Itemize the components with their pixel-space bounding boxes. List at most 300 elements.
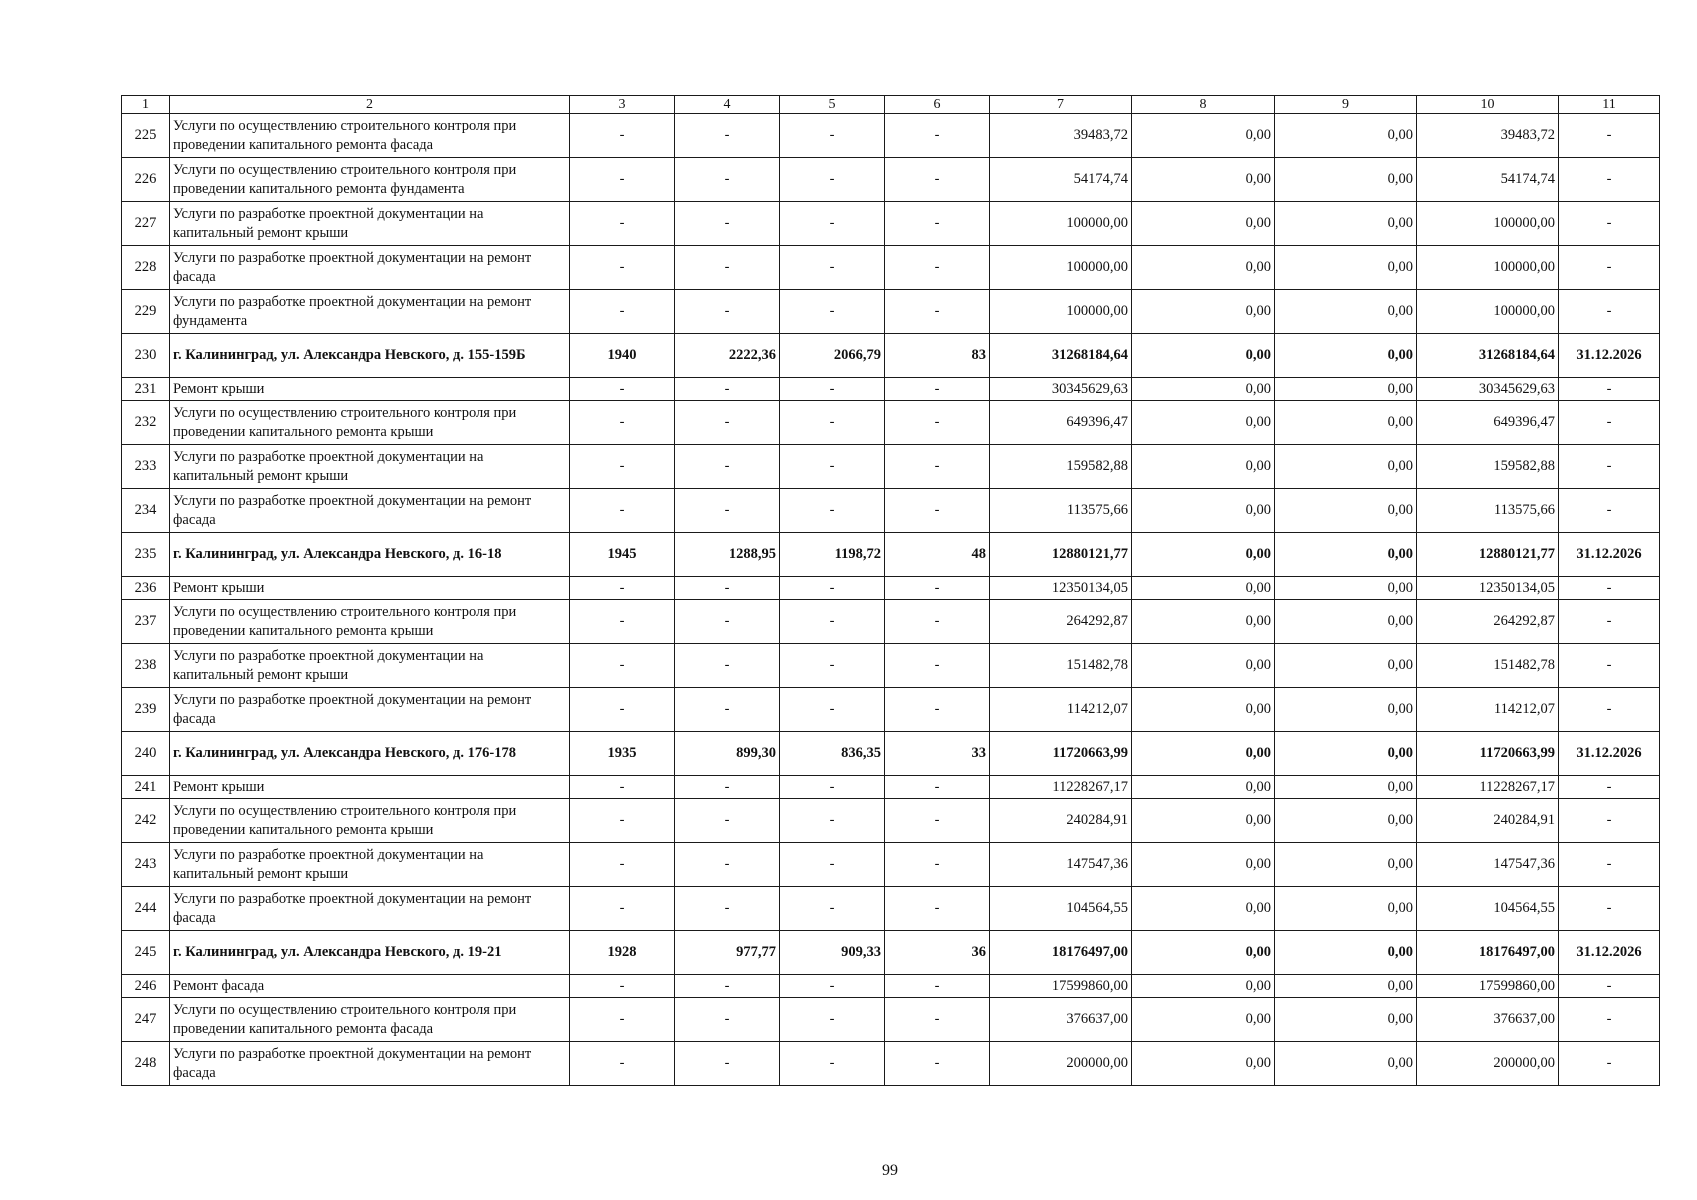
residential-area: -	[780, 246, 885, 290]
build-year: -	[570, 998, 675, 1042]
build-year: -	[570, 202, 675, 246]
build-year: -	[570, 843, 675, 887]
funding-col-10: 17599860,00	[1417, 975, 1559, 998]
residential-area: -	[780, 489, 885, 533]
build-year: -	[570, 246, 675, 290]
work-item-row	[122, 1042, 1660, 1086]
residents-count: -	[885, 600, 990, 644]
residential-area: -	[780, 1042, 885, 1086]
build-year: -	[570, 445, 675, 489]
residential-area: -	[780, 975, 885, 998]
funding-col-8: 0,00	[1132, 732, 1275, 776]
total-area: 1288,95	[675, 533, 780, 577]
completion-date: 31.12.2026	[1559, 533, 1660, 577]
completion-date: -	[1559, 202, 1660, 246]
build-year: -	[570, 1042, 675, 1086]
total-cost: 11720663,99	[990, 732, 1132, 776]
completion-date: -	[1559, 975, 1660, 998]
total-cost: 264292,87	[990, 600, 1132, 644]
funding-col-8: 0,00	[1132, 445, 1275, 489]
completion-date: -	[1559, 644, 1660, 688]
work-description: г. Калининград, ул. Александра Невского, д. 176-178	[170, 732, 570, 776]
total-area: -	[675, 843, 780, 887]
funding-col-10: 100000,00	[1417, 290, 1559, 334]
work-item-row	[122, 401, 1660, 445]
funding-col-9: 0,00	[1275, 732, 1417, 776]
residents-count: -	[885, 799, 990, 843]
total-area: -	[675, 600, 780, 644]
funding-col-10: 12350134,05	[1417, 577, 1559, 600]
total-cost: 147547,36	[990, 843, 1132, 887]
total-cost: 31268184,64	[990, 334, 1132, 378]
total-area: -	[675, 202, 780, 246]
total-area: -	[675, 489, 780, 533]
total-area: -	[675, 290, 780, 334]
funding-col-8: 0,00	[1132, 202, 1275, 246]
total-cost: 100000,00	[990, 246, 1132, 290]
total-area: -	[675, 114, 780, 158]
work-item-row	[122, 290, 1660, 334]
row-number: 240	[122, 732, 170, 776]
residential-area: -	[780, 688, 885, 732]
residents-count: -	[885, 688, 990, 732]
build-year: 1935	[570, 732, 675, 776]
build-year: -	[570, 489, 675, 533]
funding-col-10: 39483,72	[1417, 114, 1559, 158]
funding-col-10: 104564,55	[1417, 887, 1559, 931]
residents-count: -	[885, 202, 990, 246]
funding-col-9: 0,00	[1275, 998, 1417, 1042]
work-description: Ремонт крыши	[170, 577, 570, 600]
work-description: Услуги по разработке проектной документации на ремонт фасада	[170, 246, 570, 290]
funding-col-9: 0,00	[1275, 577, 1417, 600]
row-number: 237	[122, 600, 170, 644]
address-row	[122, 533, 1660, 577]
column-number: 11	[1559, 96, 1660, 114]
work-item-row	[122, 246, 1660, 290]
build-year: -	[570, 401, 675, 445]
total-cost: 240284,91	[990, 799, 1132, 843]
residents-count: 33	[885, 732, 990, 776]
residential-area: 909,33	[780, 931, 885, 975]
funding-col-8: 0,00	[1132, 600, 1275, 644]
residential-area: -	[780, 290, 885, 334]
completion-date: -	[1559, 887, 1660, 931]
residents-count: 83	[885, 334, 990, 378]
work-item-row	[122, 489, 1660, 533]
funding-col-10: 240284,91	[1417, 799, 1559, 843]
row-number: 241	[122, 776, 170, 799]
funding-col-10: 264292,87	[1417, 600, 1559, 644]
funding-col-8: 0,00	[1132, 644, 1275, 688]
work-description: Услуги по разработке проектной документации на капитальный ремонт крыши	[170, 644, 570, 688]
funding-col-9: 0,00	[1275, 1042, 1417, 1086]
completion-date: -	[1559, 489, 1660, 533]
completion-date: -	[1559, 378, 1660, 401]
row-number: 229	[122, 290, 170, 334]
funding-col-9: 0,00	[1275, 445, 1417, 489]
total-area: 977,77	[675, 931, 780, 975]
residential-area: -	[780, 600, 885, 644]
residential-area: -	[780, 378, 885, 401]
funding-col-8: 0,00	[1132, 334, 1275, 378]
total-cost: 17599860,00	[990, 975, 1132, 998]
completion-date: -	[1559, 246, 1660, 290]
work-description: г. Калининград, ул. Александра Невского, д. 155-159Б	[170, 334, 570, 378]
funding-col-10: 649396,47	[1417, 401, 1559, 445]
column-number: 6	[885, 96, 990, 114]
build-year: -	[570, 114, 675, 158]
funding-col-9: 0,00	[1275, 533, 1417, 577]
column-number: 8	[1132, 96, 1275, 114]
residents-count: -	[885, 114, 990, 158]
work-item-row	[122, 975, 1660, 998]
residential-area: 2066,79	[780, 334, 885, 378]
residential-area: -	[780, 202, 885, 246]
total-area: -	[675, 998, 780, 1042]
funding-col-10: 100000,00	[1417, 246, 1559, 290]
build-year: -	[570, 577, 675, 600]
build-year: -	[570, 887, 675, 931]
completion-date: -	[1559, 445, 1660, 489]
residential-area: -	[780, 644, 885, 688]
funding-col-9: 0,00	[1275, 489, 1417, 533]
funding-col-9: 0,00	[1275, 799, 1417, 843]
work-description: г. Калининград, ул. Александра Невского, д. 19-21	[170, 931, 570, 975]
residents-count: -	[885, 1042, 990, 1086]
work-description: г. Калининград, ул. Александра Невского, д. 16-18	[170, 533, 570, 577]
funding-col-8: 0,00	[1132, 158, 1275, 202]
build-year: -	[570, 799, 675, 843]
work-description: Услуги по разработке проектной документации на капитальный ремонт крыши	[170, 445, 570, 489]
residents-count: -	[885, 887, 990, 931]
funding-col-8: 0,00	[1132, 114, 1275, 158]
funding-col-8: 0,00	[1132, 931, 1275, 975]
residential-area: -	[780, 887, 885, 931]
work-list-table	[121, 95, 1660, 1086]
work-item-row	[122, 887, 1660, 931]
residential-area: -	[780, 445, 885, 489]
funding-col-8: 0,00	[1132, 843, 1275, 887]
work-item-row	[122, 600, 1660, 644]
row-number: 227	[122, 202, 170, 246]
work-description: Услуги по разработке проектной документации на капитальный ремонт крыши	[170, 843, 570, 887]
total-cost: 54174,74	[990, 158, 1132, 202]
total-area: -	[675, 975, 780, 998]
work-description: Услуги по осуществлению строительного контроля при проведении капитального ремонта крыши	[170, 799, 570, 843]
work-description: Услуги по осуществлению строительного контроля при проведении капитального ремонта крыши	[170, 600, 570, 644]
total-cost: 39483,72	[990, 114, 1132, 158]
build-year: -	[570, 644, 675, 688]
residential-area: -	[780, 998, 885, 1042]
residents-count: -	[885, 290, 990, 334]
column-number-header-row	[122, 96, 1660, 114]
total-area: -	[675, 776, 780, 799]
row-number: 236	[122, 577, 170, 600]
completion-date: -	[1559, 600, 1660, 644]
completion-date: 31.12.2026	[1559, 334, 1660, 378]
residential-area: -	[780, 114, 885, 158]
completion-date: -	[1559, 998, 1660, 1042]
work-item-row	[122, 158, 1660, 202]
total-area: -	[675, 577, 780, 600]
total-cost: 376637,00	[990, 998, 1132, 1042]
column-number: 10	[1417, 96, 1559, 114]
funding-col-8: 0,00	[1132, 776, 1275, 799]
residential-area: 836,35	[780, 732, 885, 776]
work-item-row	[122, 445, 1660, 489]
residents-count: 36	[885, 931, 990, 975]
total-area: -	[675, 799, 780, 843]
completion-date: -	[1559, 290, 1660, 334]
work-description: Услуги по разработке проектной документации на ремонт фундамента	[170, 290, 570, 334]
completion-date: -	[1559, 577, 1660, 600]
work-description: Ремонт крыши	[170, 378, 570, 401]
residential-area: -	[780, 799, 885, 843]
completion-date: -	[1559, 158, 1660, 202]
funding-col-8: 0,00	[1132, 489, 1275, 533]
funding-col-8: 0,00	[1132, 246, 1275, 290]
row-number: 242	[122, 799, 170, 843]
row-number: 228	[122, 246, 170, 290]
funding-col-9: 0,00	[1275, 600, 1417, 644]
funding-col-8: 0,00	[1132, 998, 1275, 1042]
total-area: -	[675, 887, 780, 931]
funding-col-10: 54174,74	[1417, 158, 1559, 202]
total-cost: 11228267,17	[990, 776, 1132, 799]
work-description: Услуги по разработке проектной документации на ремонт фасада	[170, 688, 570, 732]
work-description: Услуги по осуществлению строительного контроля при проведении капитального ремонта фасада	[170, 114, 570, 158]
residents-count: -	[885, 489, 990, 533]
work-item-row	[122, 843, 1660, 887]
page-number: 99	[882, 1162, 898, 1179]
funding-col-8: 0,00	[1132, 378, 1275, 401]
total-area: -	[675, 378, 780, 401]
row-number: 246	[122, 975, 170, 998]
completion-date: -	[1559, 776, 1660, 799]
column-number: 2	[170, 96, 570, 114]
funding-col-9: 0,00	[1275, 158, 1417, 202]
work-description: Ремонт крыши	[170, 776, 570, 799]
row-number: 230	[122, 334, 170, 378]
total-cost: 100000,00	[990, 202, 1132, 246]
funding-col-10: 376637,00	[1417, 998, 1559, 1042]
total-area: 899,30	[675, 732, 780, 776]
work-description: Услуги по осуществлению строительного контроля при проведении капитального ремонта крыши	[170, 401, 570, 445]
residential-area: -	[780, 401, 885, 445]
funding-col-9: 0,00	[1275, 975, 1417, 998]
funding-col-10: 147547,36	[1417, 843, 1559, 887]
column-number: 4	[675, 96, 780, 114]
residents-count: -	[885, 246, 990, 290]
funding-col-9: 0,00	[1275, 688, 1417, 732]
total-cost: 200000,00	[990, 1042, 1132, 1086]
residents-count: -	[885, 401, 990, 445]
residents-count: -	[885, 998, 990, 1042]
address-row	[122, 931, 1660, 975]
work-description: Услуги по разработке проектной документации на ремонт фасада	[170, 489, 570, 533]
funding-col-10: 12880121,77	[1417, 533, 1559, 577]
funding-col-8: 0,00	[1132, 975, 1275, 998]
funding-col-9: 0,00	[1275, 644, 1417, 688]
total-cost: 18176497,00	[990, 931, 1132, 975]
work-description: Услуги по осуществлению строительного контроля при проведении капитального ремонта фасада	[170, 998, 570, 1042]
column-number: 9	[1275, 96, 1417, 114]
work-description: Услуги по разработке проектной документации на ремонт фасада	[170, 887, 570, 931]
funding-col-9: 0,00	[1275, 246, 1417, 290]
row-number: 239	[122, 688, 170, 732]
build-year: -	[570, 378, 675, 401]
funding-col-10: 18176497,00	[1417, 931, 1559, 975]
total-cost: 12350134,05	[990, 577, 1132, 600]
column-number: 5	[780, 96, 885, 114]
work-item-row	[122, 114, 1660, 158]
total-area: -	[675, 401, 780, 445]
funding-col-10: 100000,00	[1417, 202, 1559, 246]
work-item-row	[122, 799, 1660, 843]
total-area: -	[675, 445, 780, 489]
funding-col-10: 151482,78	[1417, 644, 1559, 688]
row-number: 234	[122, 489, 170, 533]
funding-col-8: 0,00	[1132, 577, 1275, 600]
completion-date: -	[1559, 1042, 1660, 1086]
funding-col-10: 11720663,99	[1417, 732, 1559, 776]
row-number: 235	[122, 533, 170, 577]
funding-col-8: 0,00	[1132, 1042, 1275, 1086]
work-description: Услуги по разработке проектной документации на ремонт фасада	[170, 1042, 570, 1086]
work-description: Ремонт фасада	[170, 975, 570, 998]
row-number: 248	[122, 1042, 170, 1086]
completion-date: -	[1559, 799, 1660, 843]
residents-count: -	[885, 158, 990, 202]
row-number: 244	[122, 887, 170, 931]
funding-col-9: 0,00	[1275, 931, 1417, 975]
build-year: -	[570, 158, 675, 202]
row-number: 243	[122, 843, 170, 887]
total-cost: 114212,07	[990, 688, 1132, 732]
total-area: -	[675, 688, 780, 732]
row-number: 238	[122, 644, 170, 688]
completion-date: -	[1559, 843, 1660, 887]
total-cost: 104564,55	[990, 887, 1132, 931]
work-description: Услуги по разработке проектной документации на капитальный ремонт крыши	[170, 202, 570, 246]
completion-date: -	[1559, 114, 1660, 158]
work-item-row	[122, 202, 1660, 246]
funding-col-9: 0,00	[1275, 401, 1417, 445]
funding-col-8: 0,00	[1132, 533, 1275, 577]
row-number: 232	[122, 401, 170, 445]
residents-count: -	[885, 776, 990, 799]
address-row	[122, 334, 1660, 378]
funding-col-8: 0,00	[1132, 290, 1275, 334]
total-cost: 12880121,77	[990, 533, 1132, 577]
funding-col-9: 0,00	[1275, 114, 1417, 158]
residents-count: -	[885, 577, 990, 600]
work-description: Услуги по осуществлению строительного контроля при проведении капитального ремонта фундамента	[170, 158, 570, 202]
work-item-row	[122, 776, 1660, 799]
build-year: -	[570, 290, 675, 334]
total-cost: 649396,47	[990, 401, 1132, 445]
completion-date: -	[1559, 401, 1660, 445]
build-year: -	[570, 776, 675, 799]
build-year: -	[570, 975, 675, 998]
row-number: 231	[122, 378, 170, 401]
total-area: -	[675, 644, 780, 688]
residential-area: -	[780, 776, 885, 799]
funding-col-9: 0,00	[1275, 290, 1417, 334]
funding-col-10: 114212,07	[1417, 688, 1559, 732]
funding-col-9: 0,00	[1275, 887, 1417, 931]
total-cost: 159582,88	[990, 445, 1132, 489]
total-cost: 113575,66	[990, 489, 1132, 533]
funding-col-9: 0,00	[1275, 378, 1417, 401]
build-year: 1940	[570, 334, 675, 378]
completion-date: -	[1559, 688, 1660, 732]
total-cost: 100000,00	[990, 290, 1132, 334]
funding-col-9: 0,00	[1275, 843, 1417, 887]
work-item-row	[122, 378, 1660, 401]
row-number: 245	[122, 931, 170, 975]
funding-col-10: 113575,66	[1417, 489, 1559, 533]
work-item-row	[122, 688, 1660, 732]
residents-count: -	[885, 644, 990, 688]
build-year: -	[570, 600, 675, 644]
residents-count: -	[885, 378, 990, 401]
residents-count: -	[885, 445, 990, 489]
funding-col-9: 0,00	[1275, 776, 1417, 799]
residential-area: -	[780, 577, 885, 600]
build-year: 1928	[570, 931, 675, 975]
completion-date: 31.12.2026	[1559, 931, 1660, 975]
funding-col-10: 30345629,63	[1417, 378, 1559, 401]
residential-area: -	[780, 158, 885, 202]
residents-count: -	[885, 975, 990, 998]
funding-col-8: 0,00	[1132, 887, 1275, 931]
funding-col-8: 0,00	[1132, 688, 1275, 732]
total-area: 2222,36	[675, 334, 780, 378]
total-cost: 30345629,63	[990, 378, 1132, 401]
row-number: 233	[122, 445, 170, 489]
funding-col-9: 0,00	[1275, 334, 1417, 378]
total-area: -	[675, 246, 780, 290]
funding-col-9: 0,00	[1275, 202, 1417, 246]
funding-col-8: 0,00	[1132, 401, 1275, 445]
completion-date: 31.12.2026	[1559, 732, 1660, 776]
funding-col-10: 159582,88	[1417, 445, 1559, 489]
column-number: 3	[570, 96, 675, 114]
funding-col-8: 0,00	[1132, 799, 1275, 843]
residential-area: 1198,72	[780, 533, 885, 577]
total-cost: 151482,78	[990, 644, 1132, 688]
total-area: -	[675, 1042, 780, 1086]
funding-col-10: 11228267,17	[1417, 776, 1559, 799]
column-number: 7	[990, 96, 1132, 114]
work-item-row	[122, 577, 1660, 600]
funding-col-10: 31268184,64	[1417, 334, 1559, 378]
work-item-row	[122, 998, 1660, 1042]
residents-count: 48	[885, 533, 990, 577]
residential-area: -	[780, 843, 885, 887]
column-number: 1	[122, 96, 170, 114]
row-number: 247	[122, 998, 170, 1042]
build-year: 1945	[570, 533, 675, 577]
row-number: 226	[122, 158, 170, 202]
build-year: -	[570, 688, 675, 732]
residents-count: -	[885, 843, 990, 887]
address-row	[122, 732, 1660, 776]
total-area: -	[675, 158, 780, 202]
funding-col-10: 200000,00	[1417, 1042, 1559, 1086]
